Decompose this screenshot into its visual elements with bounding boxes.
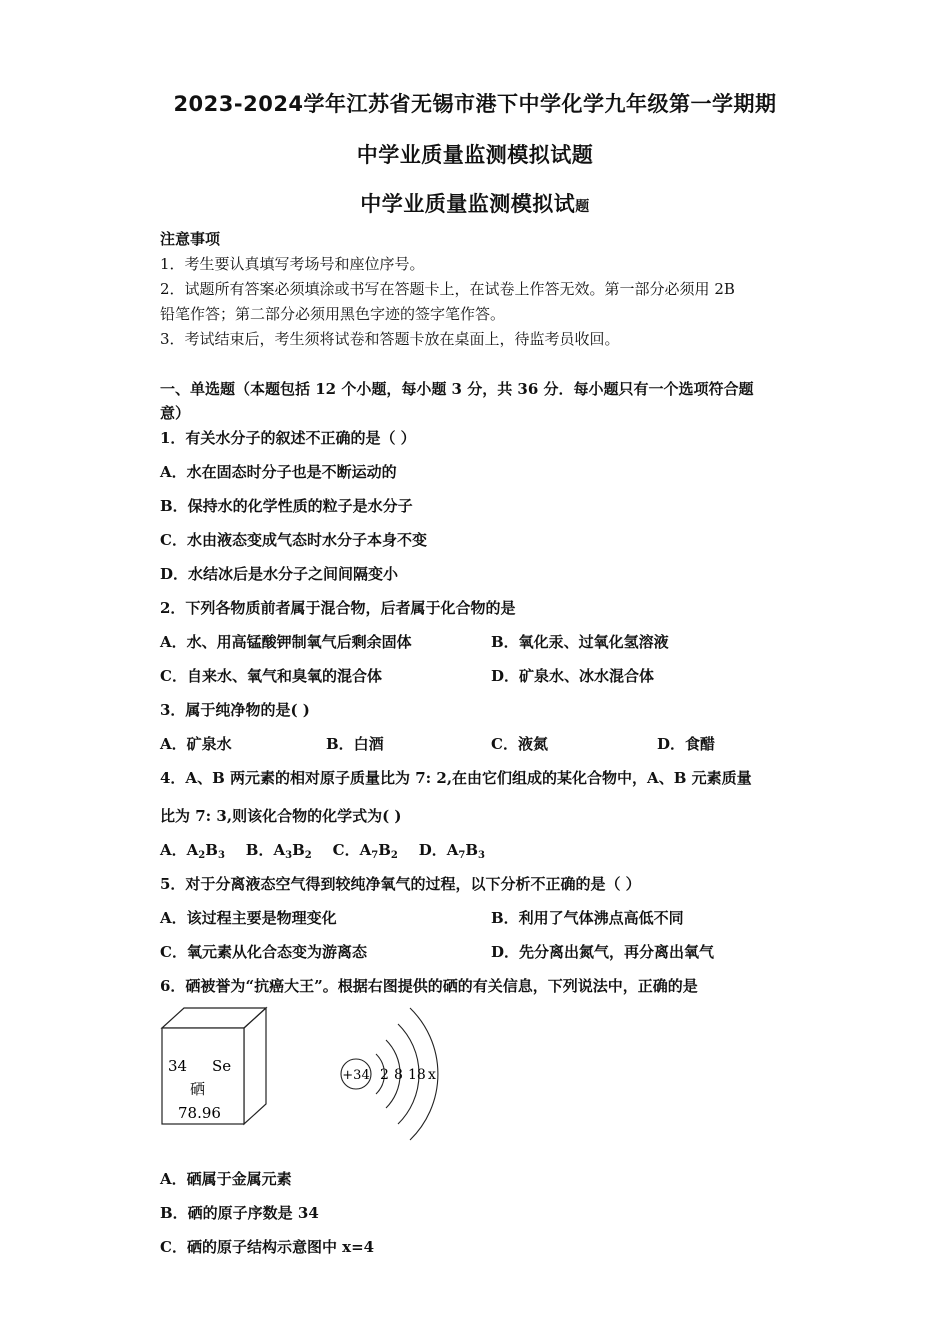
q4-stem-cont: 比为 7: 3,则该化合物的化学式为( ) [160,807,402,825]
notice-item-2-cont: 铅笔作答；第二部分必须用黑色字迹的签字笔作答。 [160,305,506,323]
q3-option-c: C．液氮 [491,735,548,753]
element-card [162,1008,266,1124]
q4-stem: 4．A、B 两元素的相对原子质量比为 7: 2,在由它们组成的某化合物中，A、B 元素质量 [160,769,752,787]
q4-option-c: C．$A_7B_2$ [332,841,398,861]
q4-option-a: A．$A_2B_3$ [160,841,225,861]
atom-structure-diagram [341,1008,438,1140]
title-line-1: 2023-2024学年江苏省无锡市港下中学化学九年级第一学期期 [173,92,777,116]
q2-option-c: C．自来水、氧气和臭氧的混合体 [160,667,382,685]
q6-option-b: B．硒的原子序数是 34 [160,1204,319,1222]
shell-1-electrons: 2 [380,1067,389,1083]
q5-option-b: B．利用了气体沸点高低不同 [491,909,684,927]
q6-stem: 6．硒被誉为“抗癌大王”。根据右图提供的硒的有关信息，下列说法中，正确的是 [160,977,698,995]
q4-option-d: D．$A_7B_3$ [418,841,486,861]
q1-option-b: B．保持水的化学性质的粒子是水分子 [160,497,413,515]
q2-option-a: A．水、用高锰酸钾制氧气后剩余固体 [160,633,412,651]
q2-stem: 2．下列各物质前者属于混合物，后者属于化合物的是 [160,599,516,617]
q4-options [160,839,485,861]
element-mass: 78.96 [178,1104,221,1122]
shell-2-electrons: 8 [394,1067,403,1083]
q4-option-b: B．$A_3B_2$ [245,841,312,861]
notice-heading: 注意事项 [160,230,221,248]
element-name: 硒 [190,1080,206,1098]
q5-option-a: A．该过程主要是物理变化 [160,909,337,927]
q3-stem: 3．属于纯净物的是( ) [160,701,310,719]
selenium-figure [160,1000,460,1150]
q1-stem: 1．有关水分子的叙述不正确的是（ ） [160,429,416,447]
element-number: 34 [168,1057,188,1075]
notice-item-2: 2．试题所有答案必须填涂或书写在答题卡上，在试卷上作答无效。第一部分必须用 2B [160,280,735,298]
q5-option-c: C．氧元素从化合态变为游离态 [160,943,367,961]
q5-stem: 5．对于分离液态空气得到较纯净氧气的过程，以下分析不正确的是（ ） [160,875,641,893]
q3-option-d: D．食醋 [657,735,716,753]
section-heading: 一、单选题（本题包括 12 个小题，每小题 3 分，共 36 分．每小题只有一个选项符合题 [160,380,754,398]
q5-option-d: D．先分离出氮气，再分离出氧气 [491,943,715,961]
q6-option-c: C．硒的原子结构示意图中 x=4 [160,1238,375,1256]
q1-option-c: C．水由液态变成气态时水分子本身不变 [160,531,427,549]
q1-option-a: A．水在固态时分子也是不断运动的 [160,463,397,481]
shell-3-electrons: 18 [408,1067,426,1083]
title-line-2: 中学业质量监测模拟试题 [356,143,594,167]
section-heading-cont: 意） [160,404,191,422]
q1-option-d: D．水结冰后是水分子之间间隔变小 [160,565,399,583]
element-symbol: Se [212,1057,232,1075]
q2-option-b: B．氧化汞、过氧化氢溶液 [491,633,669,651]
q3-option-b: B．白酒 [326,735,384,753]
q3-option-a: A．矿泉水 [160,735,232,753]
q2-option-d: D．矿泉水、冰水混合体 [491,667,655,685]
notice-item-1: 1．考生要认真填写考场号和座位序号。 [160,255,425,273]
shell-4-electrons: x [428,1067,436,1083]
nucleus-charge: +34 [342,1068,370,1083]
title-line-3: 中学业质量监测模拟试题 [360,192,590,216]
notice-item-3: 3．考试结束后，考生须将试卷和答题卡放在桌面上，待监考员收回。 [160,330,620,348]
q6-option-a: A．硒属于金属元素 [160,1170,292,1188]
